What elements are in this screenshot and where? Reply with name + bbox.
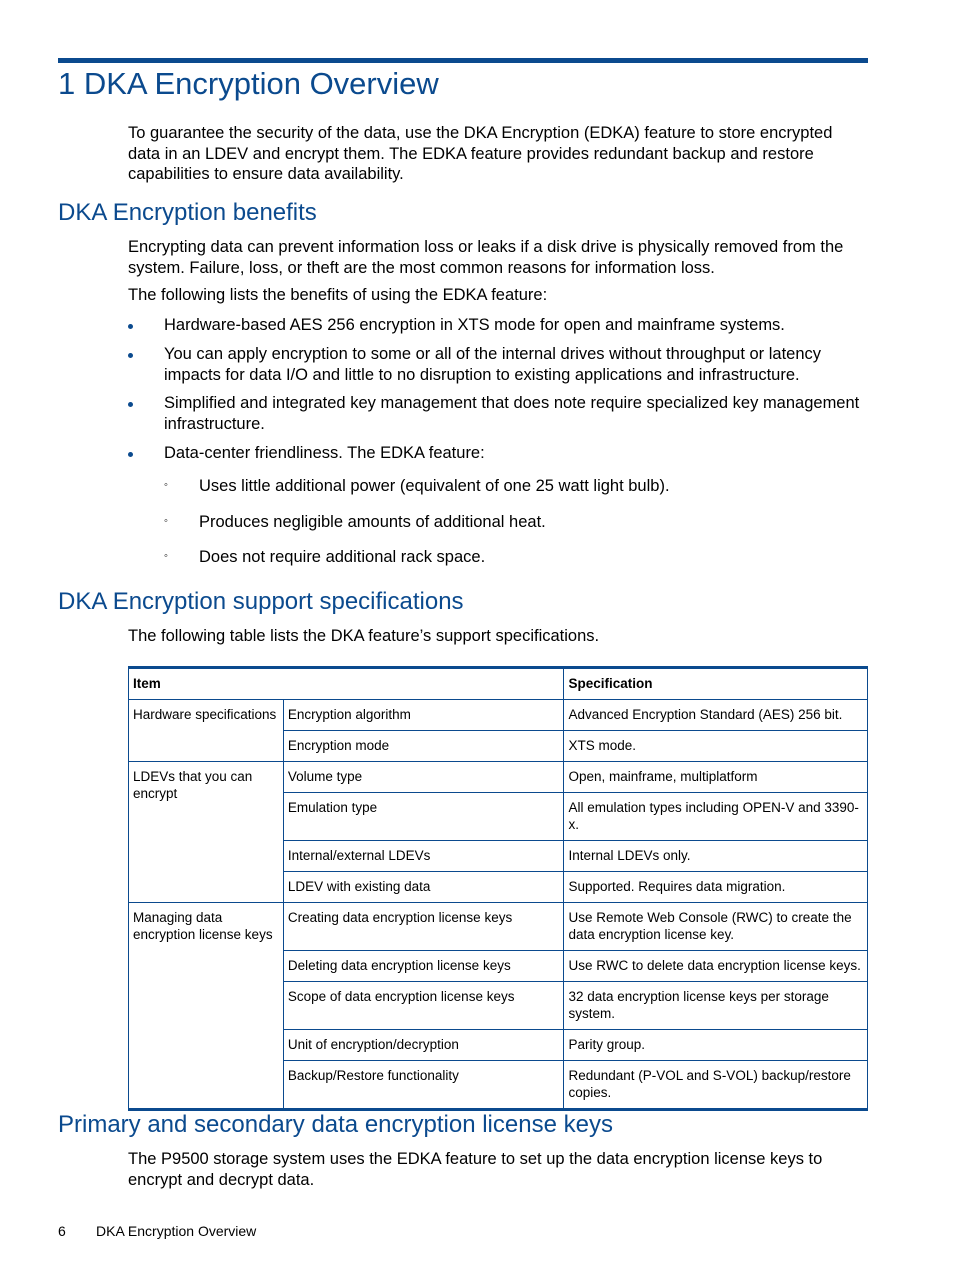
bullet-text: Simplified and integrated key management that does note require specialized key management infrastructure. xyxy=(164,394,860,433)
header-specification: Specification xyxy=(564,668,868,700)
table-row xyxy=(129,762,868,793)
table-row xyxy=(129,903,868,951)
spec-cell: All emulation types including OPEN-V and 3390-x. xyxy=(564,793,868,841)
spec-cell: Use Remote Web Console (RWC) to create the data encryption license key. xyxy=(564,903,868,951)
spec-cell: 32 data encryption license keys per storage system. xyxy=(564,982,868,1030)
intro-paragraph: To guarantee the security of the data, use the DKA Encryption (EDKA) feature to store encrypted data in an LDEV and encrypt them. The EDKA feature provides redundant backup and restore capabilities to ensure data availability. xyxy=(128,124,833,183)
item-cell: Deleting data encryption license keys xyxy=(283,951,564,982)
benefits-lead-in: The following lists the benefits of using the EDKA feature: xyxy=(128,286,548,304)
item-cell: LDEV with existing data xyxy=(283,872,564,903)
bullet-icon xyxy=(128,353,133,358)
group-label: LDEVs that you can encrypt xyxy=(129,762,284,903)
spec-cell: Use RWC to delete data encryption license keys. xyxy=(564,951,868,982)
hollow-bullet-icon: ◦ xyxy=(164,550,168,562)
group-label: Managing data encryption license keys xyxy=(129,903,284,1110)
hollow-bullet-icon: ◦ xyxy=(164,479,168,491)
item-cell: Encryption algorithm xyxy=(283,700,564,731)
item-cell: Backup/Restore functionality xyxy=(283,1061,564,1110)
support-spec-table xyxy=(128,666,868,1111)
support-heading: DKA Encryption support specifications xyxy=(58,588,464,615)
item-cell: Internal/external LDEVs xyxy=(283,841,564,872)
item-cell: Volume type xyxy=(283,762,564,793)
sub-bullet-text: Uses little additional power (equivalent of one 25 watt light bulb). xyxy=(199,477,670,495)
bullet-icon xyxy=(128,452,133,457)
license-keys-paragraph: The P9500 storage system uses the EDKA feature to set up the data encryption license keys to encrypt and decrypt data. xyxy=(128,1150,823,1189)
item-cell: Scope of data encryption license keys xyxy=(283,982,564,1030)
bullet-icon xyxy=(128,402,133,407)
bullet-icon xyxy=(128,324,133,329)
benefits-heading: DKA Encryption benefits xyxy=(58,199,317,226)
page-number: 6 xyxy=(58,1223,66,1239)
benefits-paragraph: Encrypting data can prevent information loss or leaks if a disk drive is physically removed from the system. Failure, loss, or theft are the most common reasons for information loss. xyxy=(128,238,844,277)
spec-cell: Internal LDEVs only. xyxy=(564,841,868,872)
group-label: Hardware specifications xyxy=(129,700,284,762)
chapter-rule xyxy=(58,58,868,63)
table-row xyxy=(129,700,868,731)
table-header-row xyxy=(129,668,868,700)
spec-cell: Open, mainframe, multiplatform xyxy=(564,762,868,793)
header-item: Item xyxy=(129,668,564,700)
bullet-text: You can apply encryption to some or all of the internal drives without throughput or latency impacts for data I/O and little to no disruption to existing applications and infrastructure. xyxy=(164,345,822,384)
bullet-text: Data-center friendliness. The EDKA feature: xyxy=(164,444,485,462)
sub-bullet-text: Produces negligible amounts of additional heat. xyxy=(199,513,546,531)
spec-cell: XTS mode. xyxy=(564,731,868,762)
spec-cell: Supported. Requires data migration. xyxy=(564,872,868,903)
chapter-title: 1 DKA Encryption Overview xyxy=(58,66,439,101)
spec-cell: Parity group. xyxy=(564,1030,868,1061)
item-cell: Unit of encryption/decryption xyxy=(283,1030,564,1061)
item-cell: Emulation type xyxy=(283,793,564,841)
license-keys-heading: Primary and secondary data encryption license keys xyxy=(58,1111,613,1138)
bullet-text: Hardware-based AES 256 encryption in XTS mode for open and mainframe systems. xyxy=(164,316,785,334)
hollow-bullet-icon: ◦ xyxy=(164,515,168,527)
sub-bullet-text: Does not require additional rack space. xyxy=(199,548,486,566)
spec-cell: Advanced Encryption Standard (AES) 256 bit. xyxy=(564,700,868,731)
item-cell: Creating data encryption license keys xyxy=(283,903,564,951)
item-cell: Encryption mode xyxy=(283,731,564,762)
support-paragraph: The following table lists the DKA feature’s support specifications. xyxy=(128,627,600,645)
spec-cell: Redundant (P-VOL and S-VOL) backup/restore copies. xyxy=(564,1061,868,1110)
footer-title: DKA Encryption Overview xyxy=(96,1223,257,1239)
